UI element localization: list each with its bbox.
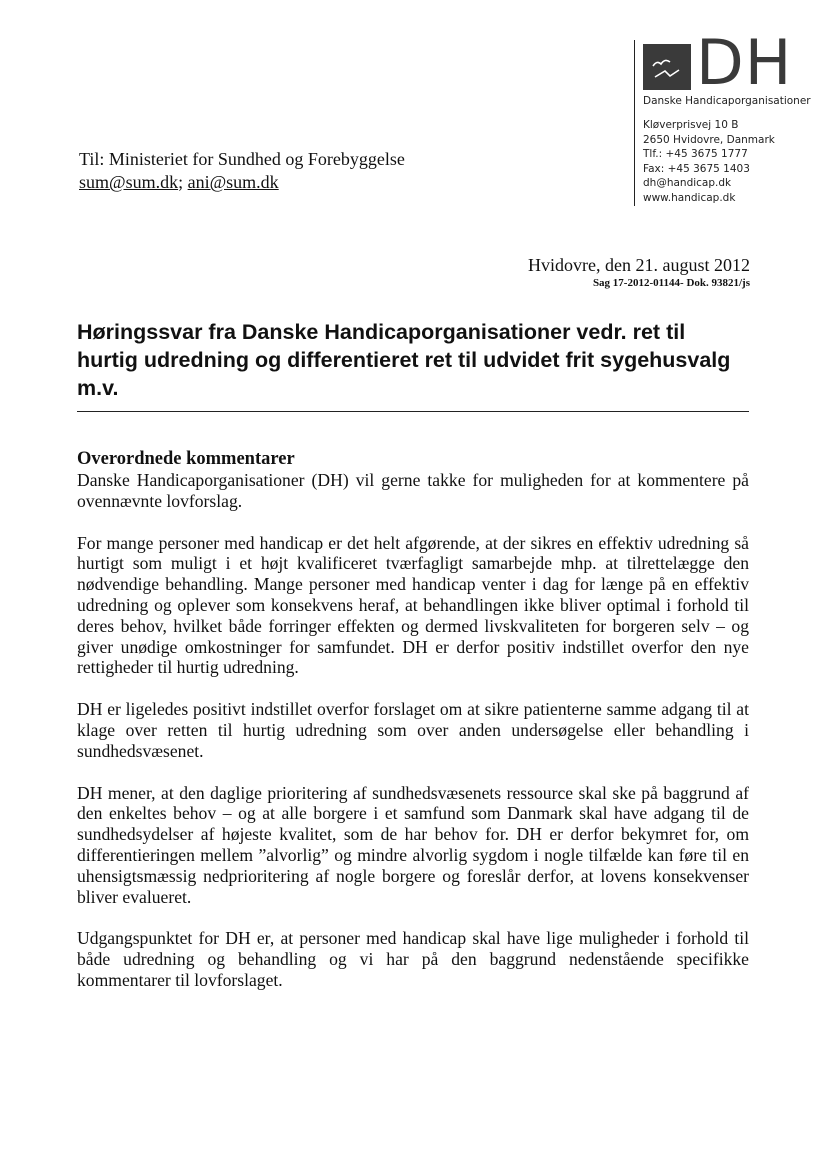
body-paragraph: DH er ligeledes positivt indstillet overfor forslaget om at sikre patienterne samme adgang til at klage over retten til hurtig udredning som over anden undersøgelse eller behandling i sundhedsvæsenet. xyxy=(77,699,749,761)
case-reference: Sag 17-2012-01144- Dok. 93821/js xyxy=(592,277,750,289)
organisation-name: Danske Handicaporganisationer xyxy=(643,95,811,107)
body-paragraph: For mange personer med handicap er det helt afgørende, at der sikres en effektiv udredning så hurtigt som muligt i et højt kvalificeret tværfagligt samarbejde mhp. at tilrettelægge den nødvendige behandling. Mange personer med handicap venter i dag for længe på en effektiv udredning og oplever som konsekvens heraf, at behandlingen ikke bliver optimal i forhold til deres behov, hvilket både forringer effekten og dermed livskvaliteten for borgeren selv – og giver unødige omkostninger for samfundet. DH er derfor positiv indstillet overfor den nye rettigheder til hurtig udredning. xyxy=(77,532,749,678)
bird-logo-icon xyxy=(643,44,691,90)
letter-body xyxy=(77,448,749,1012)
phone-line: Tlf.: +45 3675 1777 xyxy=(643,148,748,161)
body-paragraph: Udgangspunktet for DH er, at personer med handicap skal have lige muligheder i forhold til både udredning og behandling og vi har på den baggrund nedenstående specifikke kommentarer til lovforslaget. xyxy=(77,928,749,990)
recipient-block xyxy=(79,148,405,194)
recipient-email-link-2[interactable]: ani@sum.dk xyxy=(187,172,279,192)
body-paragraph: Danske Handicaporganisationer (DH) vil gerne takke for muligheden for at kommentere på ovennævnte lovforslag. xyxy=(77,470,749,511)
email-line: dh@handicap.dk xyxy=(643,177,732,190)
email-separator: ; xyxy=(178,172,188,192)
logo-text: DH xyxy=(696,26,793,99)
fax-line: Fax: +45 3675 1403 xyxy=(643,162,750,175)
recipient-name: Til: Ministeriet for Sundhed og Forebyggelse xyxy=(79,149,405,169)
recipient-email-link-1[interactable]: sum@sum.dk xyxy=(79,172,179,192)
address-line: Kløverprisvej 10 B xyxy=(643,119,739,131)
body-paragraph: DH mener, at den daglige prioritering af sundhedsvæsenets ressource skal ske på baggrund af den enkeltes behov – og at alle borgere i et samfund som Danmark skal have adgang til de sundhedsydelser af højeste kvalitet, som de har behov for. DH er derfor bekymret for, om differentieringen mellem ”alvorlig” og mindre alvorlig sygdom i nogle tilfælde kan føre til en uhensigtsmæssig nedprioritering af nogle borgere og foreslår derfor, at lovens konsekvenser bliver evalueret. xyxy=(77,782,749,907)
contact-block xyxy=(643,118,775,206)
recipient-emails xyxy=(79,171,405,194)
date-block xyxy=(528,254,750,290)
title-divider xyxy=(77,411,749,412)
section-heading: Overordnede kommentarer xyxy=(77,449,295,469)
document-title: Høringssvar fra Danske Handicaporganisationer vedr. ret til hurtig udredning og differentieret ret til udvidet frit sygehusvalg m.v. xyxy=(77,320,731,400)
letterhead-divider xyxy=(634,40,635,206)
postal-line: 2650 Hvidovre, Danmark xyxy=(643,133,775,146)
web-line: www.handicap.dk xyxy=(643,191,736,204)
place-and-date: Hvidovre, den 21. august 2012 xyxy=(528,255,750,275)
